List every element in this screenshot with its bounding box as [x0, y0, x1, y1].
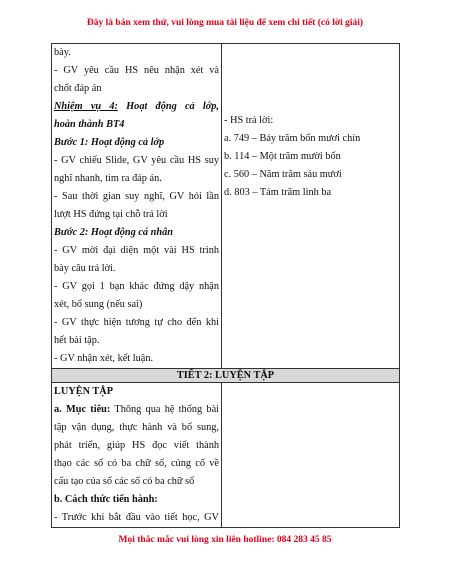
- text-line: - Sau thời gian suy nghĩ, GV hỏi lần: [54, 191, 219, 202]
- goal-line: [54, 401, 219, 419]
- task-label: Nhiệm vụ 4:: [54, 101, 118, 112]
- text-line: xét, bổ sung (nếu sai): [54, 299, 143, 310]
- text-line: - GV yêu cầu HS nêu nhận xét và: [54, 65, 219, 76]
- step-heading: Bước 1: Hoạt động cả lớp: [54, 137, 165, 148]
- hotline-banner: Mọi thắc mắc vui lòng xin liên hotline: 084 283 45 85: [118, 535, 332, 545]
- preview-banner: Đây là bản xem thử, vui lòng mua tài liệu để xem chi tiết (có lời giải): [86, 18, 364, 28]
- section-heading: LUYỆN TẬP: [54, 386, 114, 397]
- text-line: - HS trả lời:: [224, 115, 274, 126]
- goal-text: Thông qua hệ thống bài: [110, 404, 219, 415]
- text-line: bày câu trả lời.: [54, 263, 116, 274]
- text-line: - Trước khi bắt đầu vào tiết học, GV: [54, 512, 219, 523]
- text-line: tập vận dụng, thực hành và bổ sung,: [54, 422, 219, 433]
- text-line: - GV mời đại diện một vài HS trình: [54, 245, 219, 256]
- text-line: - GV gọi 1 bạn khác đứng dậy nhận: [54, 281, 219, 292]
- section-row: [52, 369, 400, 383]
- lesson-plan-table: [51, 43, 400, 528]
- text-line: bày.: [54, 47, 71, 58]
- answer-b: b. 114 – Một trăm mười bốn: [224, 151, 341, 162]
- task-title: Hoạt động cả lớp,: [117, 101, 219, 112]
- answer-a: a. 749 – Bảy trăm bốn mươi chín: [224, 133, 361, 144]
- table-row: [52, 44, 400, 369]
- text-line: - GV nhận xét, kết luận.: [54, 353, 154, 364]
- spacer: [224, 44, 397, 112]
- text-line: thạo các số có ba chữ số, củng cố về: [54, 458, 219, 469]
- table-row: [52, 383, 400, 528]
- teacher-activity-cell: [52, 383, 222, 528]
- task-heading-cont: hoàn thành BT4: [54, 119, 125, 130]
- task-heading: [54, 98, 219, 116]
- teacher-activity-cell: [52, 44, 222, 369]
- text-line: cấu tạo của số các số có ba chữ số: [54, 476, 195, 487]
- text-line: lượt HS đứng tại chỗ trả lời: [54, 209, 168, 220]
- text-line: - GV thực hiện tương tự cho đến khi: [54, 317, 219, 328]
- answer-c: c. 560 – Năm trăm sáu mươi: [224, 169, 342, 180]
- answer-d: d. 803 – Tám trăm linh ba: [224, 187, 332, 198]
- section-title: TIẾT 2: LUYỆN TẬP: [52, 369, 400, 383]
- text-line: phát triển, giúp HS đọc viết thành: [54, 440, 219, 451]
- student-activity-cell: [222, 44, 400, 369]
- text-line: hết bài tập.: [54, 335, 100, 346]
- text-line: - GV chiếu Slide, GV yêu cầu HS suy: [54, 155, 219, 166]
- goal-label: a. Mục tiêu:: [54, 404, 111, 415]
- step-heading: Bước 2: Hoạt động cá nhân: [54, 227, 173, 238]
- text-line: chốt đáp án: [54, 83, 102, 94]
- student-activity-cell: [222, 383, 400, 528]
- text-line: nghĩ nhanh, tìm ra đáp án.: [54, 173, 162, 184]
- method-heading: b. Cách thức tiến hành:: [54, 494, 158, 505]
